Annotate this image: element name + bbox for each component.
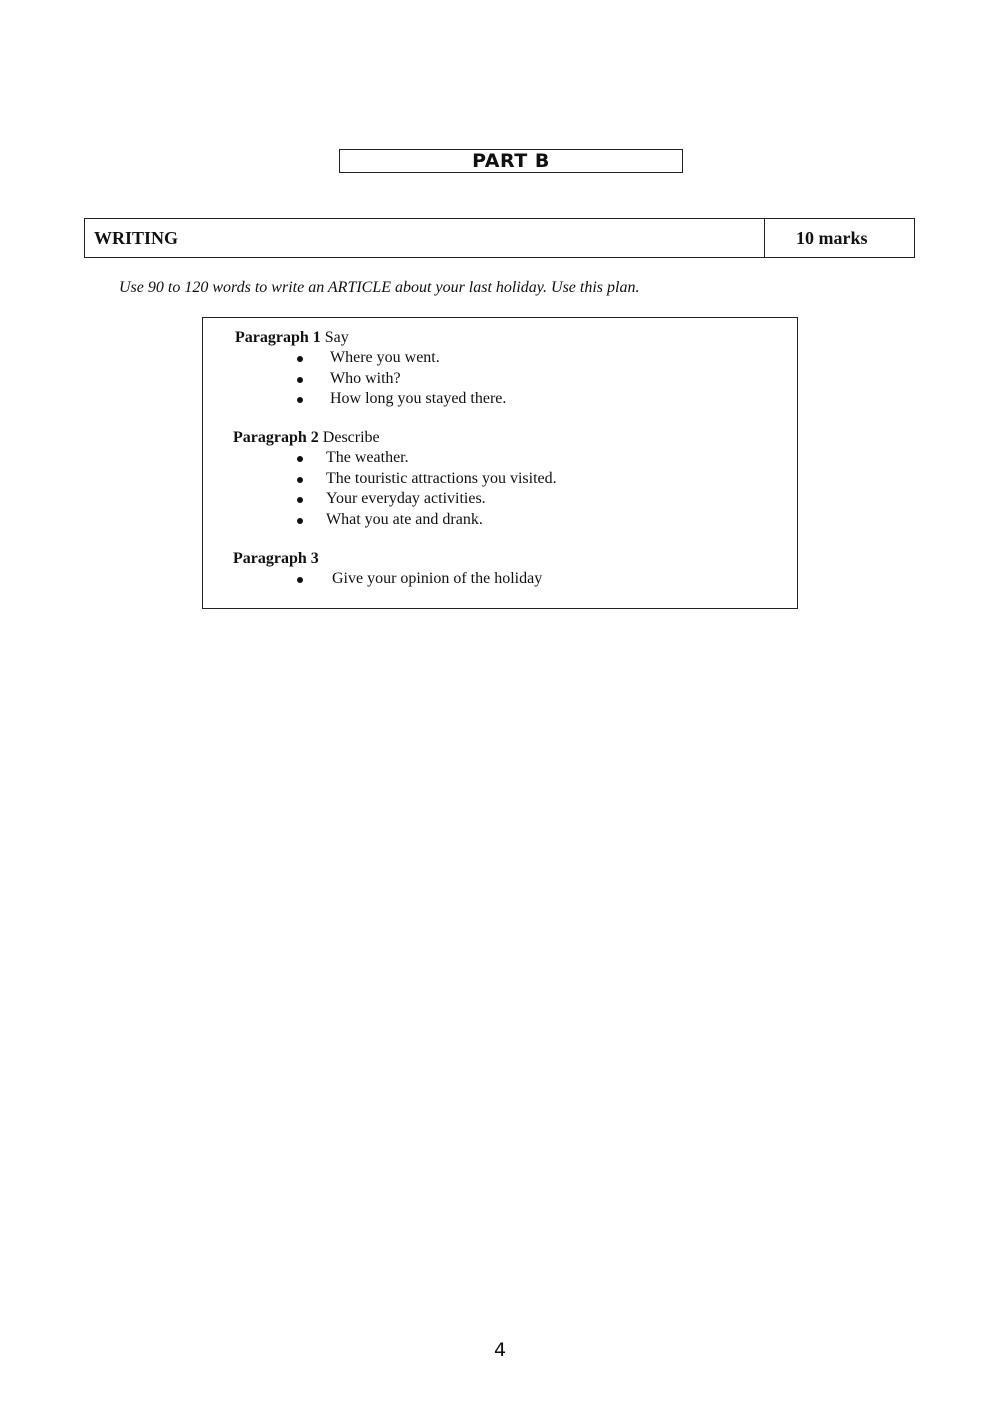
plan-paragraph-1 bbox=[235, 328, 507, 410]
list-item bbox=[235, 389, 507, 410]
list-item bbox=[235, 348, 440, 369]
section-header bbox=[84, 218, 915, 258]
bullet-icon bbox=[297, 518, 303, 524]
bullet-list bbox=[235, 348, 507, 410]
paragraph-verb: Describe bbox=[322, 429, 380, 446]
bullet-icon bbox=[297, 356, 303, 362]
bullet-list bbox=[233, 569, 543, 590]
list-item-text: What you ate and drank. bbox=[326, 510, 483, 528]
paragraph-heading: Paragraph 3 bbox=[233, 550, 319, 567]
page-number: 4 bbox=[493, 1339, 507, 1361]
list-item bbox=[233, 510, 483, 531]
list-item-text: The weather. bbox=[326, 449, 409, 466]
bullet-icon bbox=[297, 397, 303, 403]
list-item bbox=[233, 569, 543, 590]
paragraph-verb: Say bbox=[324, 329, 349, 346]
plan-paragraph-2 bbox=[233, 428, 557, 530]
bullet-icon bbox=[297, 377, 303, 383]
list-item bbox=[235, 369, 401, 390]
bullet-list bbox=[233, 448, 557, 530]
bullet-icon bbox=[297, 497, 303, 503]
list-item bbox=[233, 448, 409, 469]
section-title: WRITING bbox=[94, 228, 179, 248]
bullet-icon bbox=[297, 577, 303, 583]
task-instruction: Use 90 to 120 words to write an ARTICLE about your last holiday. Use this plan. bbox=[119, 279, 640, 296]
part-title: PART B bbox=[339, 149, 683, 173]
list-item-text: Where you went. bbox=[330, 349, 440, 366]
paragraph-heading: Paragraph 2 bbox=[233, 429, 319, 446]
list-item-text: Give your opinion of the holiday bbox=[332, 570, 543, 587]
list-item-text: Your everyday activities. bbox=[326, 490, 486, 507]
plan-paragraph-3 bbox=[233, 549, 543, 590]
section-marks: 10 marks bbox=[764, 219, 914, 257]
list-item-text: The touristic attractions you visited. bbox=[326, 469, 557, 487]
list-item-text: How long you stayed there. bbox=[330, 390, 507, 407]
paragraph-heading: Paragraph 1 bbox=[235, 329, 321, 346]
writing-plan-box bbox=[202, 317, 798, 609]
list-item-text: Who with? bbox=[330, 369, 401, 387]
list-item bbox=[233, 489, 486, 510]
list-item bbox=[233, 469, 557, 490]
bullet-icon bbox=[297, 456, 303, 462]
bullet-icon bbox=[297, 477, 303, 483]
